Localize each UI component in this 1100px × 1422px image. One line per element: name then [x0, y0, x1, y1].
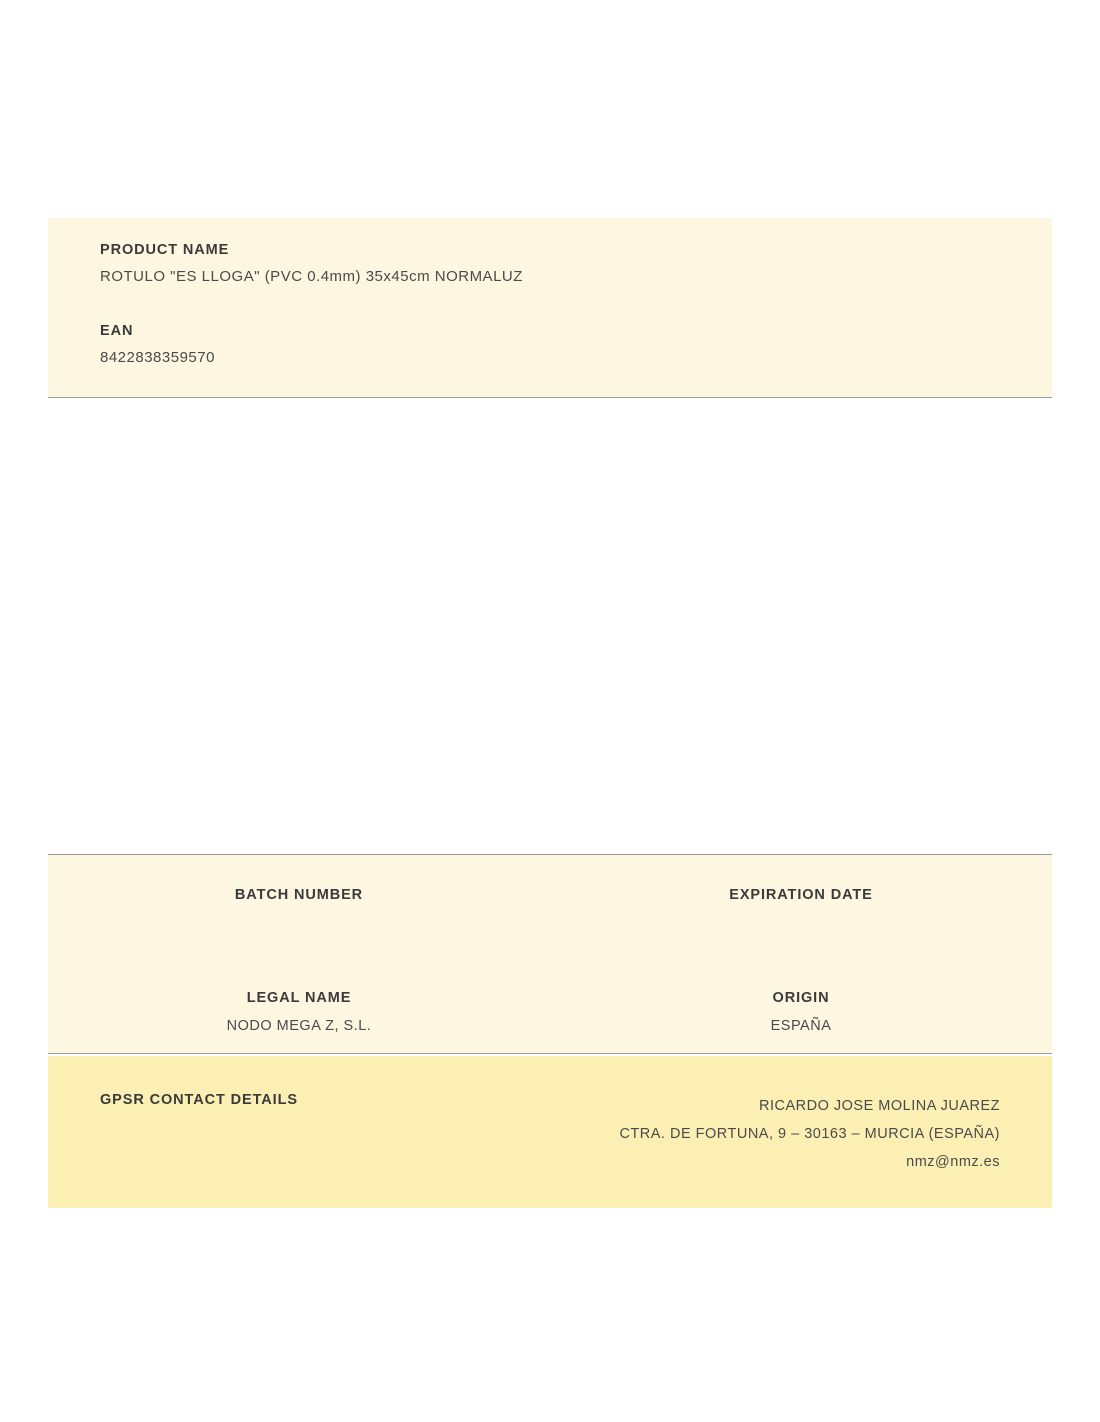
- origin-cell: [550, 990, 1052, 1035]
- product-name-group: [100, 242, 1000, 285]
- ean-value: 8422838359570: [100, 349, 215, 366]
- ean-group: [100, 323, 1000, 366]
- product-info-block: [48, 218, 1052, 398]
- legal-name-value: NODO MEGA Z, S.L.: [226, 1018, 372, 1034]
- batch-row: [48, 855, 1052, 932]
- product-name-label: PRODUCT NAME: [100, 242, 230, 258]
- gpsr-contact-block: [48, 1056, 1052, 1208]
- expiration-date-value: [550, 915, 1052, 932]
- gpsr-contact-label: GPSR CONTACT DETAILS: [100, 1092, 298, 1108]
- gpsr-contact-details: [619, 1092, 1000, 1176]
- batch-legal-block: [48, 854, 1052, 1054]
- batch-number-label: BATCH NUMBER: [234, 887, 364, 903]
- batch-number-cell: [48, 887, 550, 932]
- origin-value: ESPAÑA: [770, 1018, 832, 1034]
- legal-row: [48, 932, 1052, 1035]
- product-name-value: ROTULO "ES LLOGA" (PVC 0.4mm) 35x45cm NORMALUZ: [100, 268, 523, 285]
- expiration-date-cell: [550, 887, 1052, 932]
- gpsr-contact-name: RICARDO JOSE MOLINA JUAREZ: [758, 1098, 1000, 1114]
- origin-label: ORIGIN: [772, 990, 830, 1006]
- legal-name-label: LEGAL NAME: [246, 990, 352, 1006]
- expiration-date-label: EXPIRATION DATE: [729, 887, 873, 903]
- blank-spacer-area: [48, 398, 1052, 854]
- gpsr-contact-email: nmz@nmz.es: [906, 1154, 1000, 1170]
- ean-label: EAN: [100, 323, 134, 339]
- gpsr-contact-address: CTRA. DE FORTUNA, 9 – 30163 – MURCIA (ESPAÑA): [619, 1126, 1000, 1142]
- batch-number-value: [48, 915, 550, 932]
- legal-name-cell: [48, 990, 550, 1035]
